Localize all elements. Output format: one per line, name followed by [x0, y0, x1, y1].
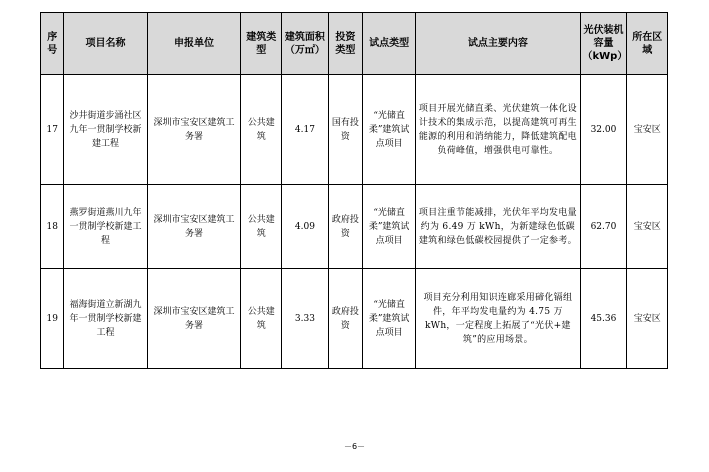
cell-invest-type: 政府投资: [328, 269, 362, 369]
table-header-row: [41, 13, 668, 75]
cell-district: 宝安区: [627, 269, 668, 369]
cell-unit: 深圳市宝安区建筑工务署: [147, 269, 241, 369]
header-name: 项目名称: [64, 13, 147, 75]
table-row: [41, 185, 668, 269]
cell-area: 4.17: [281, 75, 328, 185]
cell-area: 4.09: [281, 185, 328, 269]
header-pilot-type: 试点类型: [362, 13, 415, 75]
cell-invest-type: 国有投资: [328, 75, 362, 185]
cell-building-type: 公共建筑: [241, 75, 282, 185]
cell-unit: 深圳市宝安区建筑工务署: [147, 75, 241, 185]
header-invest-type: 投资类型: [328, 13, 362, 75]
cell-building-type: 公共建筑: [241, 269, 282, 369]
cell-capacity: 45.36: [580, 269, 627, 369]
header-area: 建筑面积（万㎡）: [281, 13, 328, 75]
cell-pilot-type: “光储直柔”建筑试点项目: [362, 269, 415, 369]
cell-district: 宝安区: [627, 75, 668, 185]
header-unit: 申报单位: [147, 13, 241, 75]
cell-pilot-type: “光储直柔”建筑试点项目: [362, 185, 415, 269]
project-table: [40, 12, 668, 369]
cell-name: 燕罗街道燕川九年一贯制学校新建工程: [64, 185, 147, 269]
cell-name: 沙井街道步涌社区九年一贯制学校新建工程: [64, 75, 147, 185]
table-row: [41, 75, 668, 185]
header-content: 试点主要内容: [416, 13, 580, 75]
header-district: 所在区域: [627, 13, 668, 75]
cell-seq: 19: [41, 269, 64, 369]
cell-content: 项目充分利用知识连廊采用碲化镉组件，年平均发电量约为 4.75 万 kWh，一定程度上拓展了“光伏+建筑”的应用场景。: [416, 269, 580, 369]
table-row: [41, 269, 668, 369]
cell-capacity: 32.00: [580, 75, 627, 185]
header-capacity: 光伏装机容量（kWp）: [580, 13, 627, 75]
cell-unit: 深圳市宝安区建筑工务署: [147, 185, 241, 269]
cell-district: 宝安区: [627, 185, 668, 269]
page-number: －6－: [343, 442, 366, 451]
cell-area: 3.33: [281, 269, 328, 369]
cell-capacity: 62.70: [580, 185, 627, 269]
cell-content: 项目注重节能减排，光伏年平均发电量约为 6.49 万 kWh，为新建绿色低碳建筑和绿色低碳校园提供了一定参考。: [416, 185, 580, 269]
cell-building-type: 公共建筑: [241, 185, 282, 269]
cell-content: 项目开展光储直柔、光伏建筑一体化设计技术的集成示范，以提高建筑可再生能源的利用和消纳能力，降低建筑配电负荷峰值，增强供电可靠性。: [416, 75, 580, 185]
cell-name: 福海街道立新湖九年一贯制学校新建工程: [64, 269, 147, 369]
cell-pilot-type: “光储直柔”建筑试点项目: [362, 75, 415, 185]
cell-invest-type: 政府投资: [328, 185, 362, 269]
cell-seq: 17: [41, 75, 64, 185]
cell-seq: 18: [41, 185, 64, 269]
header-building-type: 建筑类型: [241, 13, 282, 75]
header-seq: 序号: [41, 13, 64, 75]
